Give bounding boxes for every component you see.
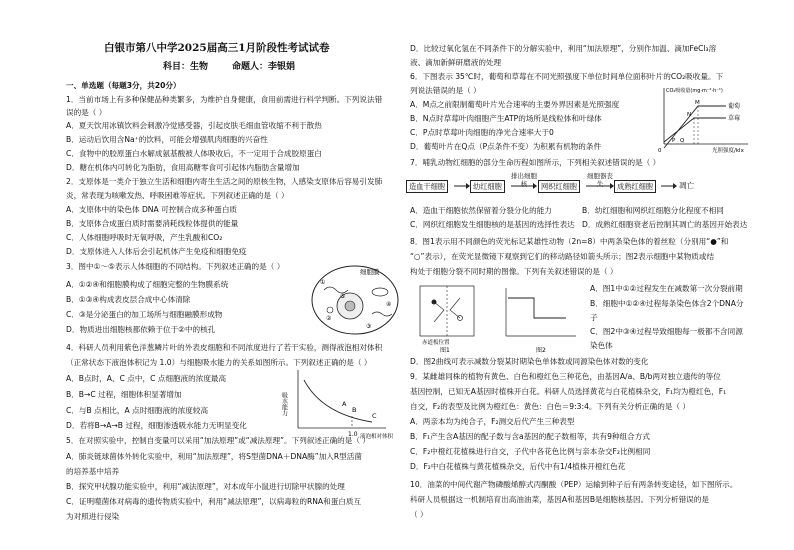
q5-option-c-line1: C．证明噬菌体对病毒的遗传物质实验中，利用“减法原理”，以病毒粒的RNA和蛋白质互 [66,497,362,506]
q6-ylabel: CO₂吸收量(mg·m⁻²·h⁻¹) [666,88,723,94]
q9-option-a: A．两亲本均为纯合子，F₂测交后代产生三种表型 [410,417,575,426]
flow-arrow-1 [454,181,470,191]
section-heading: 一、单选题（每题3分，共20分） [66,81,181,90]
fig3-membrane-label: 细胞膜 [360,268,380,276]
q2-option-b: B．支原体合成蛋白质时需要消耗线粒体提供的能量 [66,219,239,228]
q3-cell-figure [310,262,400,336]
fig8-equator-label: 赤道板位置 [422,340,450,346]
q5-stem: 5．在对照实验中，控制自变量可以采用“加法原理”或“减法原理”。下列叙述正确的是（ ） [66,436,370,445]
q4-option-c: C．与B 点相比，A 点时细胞液的浓度较高 [66,406,209,415]
q5-option-d-line1: D．比较过氧化氢在不同条件下的分解实验中，利用“加法原理”，分别作加温、滴加FeCl₃溶 [410,44,717,53]
q4-option-a: A．B点时，A、C 点中，C 点细胞液的浓度最高 [66,374,227,383]
subject-label: 科目：生物 [163,62,209,72]
q1-option-c: C．食物中的胶原蛋白水解成氨基酸被人体吸收后，不一定用于合成胶原蛋白 [66,149,322,158]
flow-reticulocyte: 网织红细胞 [538,180,580,193]
q6-graph-figure [654,84,750,154]
flow-arrow-4 [661,181,677,191]
q4-option-d: D．若将B→A→B 过程，细胞渗透吸水能力无明显变化 [66,421,247,430]
q6-point-q: Q [680,138,685,144]
exam-title: 白银市第八中学2025届高三1月阶段性考试试卷 [104,42,330,54]
q6-option-c: C．P点时草莓叶肉细胞的净光合速率大于0 [410,128,554,137]
q3-option-c: C．③是分泌蛋白的加工场所与细胞融膜形成物 [66,310,223,319]
q7-stem: 7．哺乳动物红细胞的部分生命历程如图所示，下列相关叙述错误的是（ ） [410,158,661,167]
q4-xlabel: 液泡相对体积 [360,434,394,440]
q5-option-a-line1: A．肺炎链球菌体外转化实验中，利用“加法原理”，将S型菌DNA＋DNA酶”加入R型活菌 [66,452,362,461]
q6-option-b: B．N点时草莓叶肉细胞产生ATP的场所是线粒体和叶绿体 [410,114,602,123]
fig8-path-1 [434,302,444,322]
q5-option-d-line2: 液、滴加新鲜研磨液的处理 [410,58,502,67]
q8-stem-line3: 构处于细胞分裂不同时期的图像。下列有关叙述错误的是（ ） [410,267,618,276]
q9-stem-line3: 自交，F₂的表型及比例为橙红色：黄色：白色＝9:3:4。下列有关分析正确的是（ ） [410,402,691,411]
q8-stem-line1: 8．图1表示用不同颜色的荧光标记某雄性动物（2n=8）中两条染色体的着丝粒（分别用“●”和 [410,237,729,246]
q3-option-b: B．①③④构成表皮层合成中心体清除 [66,295,191,304]
q7-option-c: C．网织红细胞发生细胞核的是基因的选择性表达 [410,220,575,229]
q2-option-c: C．人体细胞呼吸时无氧呼吸，产生乳酸和CO₂ [66,233,223,242]
q8-stem-line2: “○”表示），在荧光显微镜下观察到它们的移动路径如箭头所示；图2表示细胞中某物质或结 [410,252,715,261]
q6-stem-line1: 6．下图表示 35℃时，葡萄和草莓在不同光照强度下单位时间单位面积叶片的CO₂吸收量。下 [410,72,724,81]
q6-option-a: A．M点之前限制葡萄叶片光合速率的主要外界因素是光照强度 [410,100,620,109]
q9-option-c: C．F₂中橙红花植株进行自交，子代中各花色比例与亲本杂交F₂比例相同 [410,447,651,456]
golgi-shape [372,312,392,316]
q3-stem: 3．图中①～⑤表示人体细胞的不同结构。下列叙述正确的是（ ） [66,262,285,271]
nucleolus-shape [345,301,355,311]
q6-origin: 0 [658,148,662,154]
flow-stem-cell: 造血干细胞 [406,180,448,193]
fig3-num-1: ① [320,279,326,286]
fig3-num-4: ④ [386,301,392,308]
flow-apoptosis: 凋亡 [679,181,695,190]
flow-mature-rbc: 成熟红细胞 [614,180,656,193]
vesicle-shape [327,307,333,313]
q1-option-a: A．夏天饮用冰镇饮料会刺激冷觉感受器，引起皮肤毛细血管收缩不利于散热 [66,121,322,130]
q6-series-strawberry: 草莓 [728,115,741,122]
q6-point-m: M [695,100,700,106]
q8-option-a: A．图1中①②过程发生在减数第一次分裂前期 [590,284,743,293]
q9-option-b: B．F₁产生含A基因的配子数与含a基因的配子数相等，共有9种组合方式 [410,432,650,441]
fig8-path-2 [450,298,460,318]
mitochondria-shape [372,288,388,296]
q7-option-b: B．幼红细胞和网织红细胞分化程度不相同 [582,206,724,215]
q10-stem-line2: 科研人员根据这一机制培育出高油油菜，基因A和基因B是细胞核基因。下列分析错误的是 [410,495,709,504]
q4-stem-line1: 4．科研人员利用紫色洋葱鳞片叶的外表皮细胞和不同浓度进行了若干实验，测得液泡相对体积 [66,343,383,352]
q4-x-tick: 1.0 [348,431,358,438]
fig8-caption-2: 图2 [536,347,546,354]
q1-option-d: D．糖在机体内可转化为脂肪，食用高糖零食可引起体内脂肪含量增加 [66,163,300,172]
q3-option-a: A．①②④和细胞膜构成了细胞完整的生物膜系统 [66,280,229,289]
fig3-num-2: ② [326,315,332,322]
fig8-caption-1: 图1 [440,347,450,354]
q5-option-b: B．探究甲状腺功能实验中，利用“减法原理”，对本成年小鼠进行切除甲状腺的处理 [66,482,345,491]
q4-graph-figure [282,366,392,440]
q1-stem-line1: 1．当前市场上有多种保健品种类繁多，为维护自身健康，食用前需进行科学判断。下列说法错 [66,95,383,104]
q7-option-a: A．造血干细胞依然保留着分裂分化的能力 [410,206,552,215]
q5-option-c-line2: 为对照进行侵染 [66,512,120,521]
q9-stem-line1: 9．某雌雄同株的植物有黄色、白色和橙红色三种花色，由基因A/a、B/b两对独立遗传的等位 [410,372,721,381]
q6-xlabel: 光照强度/klx [712,148,744,154]
q8-option-c-line1: C．图2中③④过程导致细胞每一极都不含同源 [590,327,743,336]
q6-option-d: D．葡萄叶片在Q点（P点条件不变）为积累有机物的条件 [410,142,602,151]
q4-point-c: C [372,412,377,420]
q4-stem-line2: （正常状态下液泡体积记为 1.0）与细胞吸水能力的关系如图所示。下列叙述正确的是（ ） [66,358,372,367]
flow-label-organelle-loss: 细胞器丧失 [587,172,613,188]
q4-point-a: A [342,400,347,408]
q8-option-d: D．图2曲线可表示减数分裂某时期染色单体数或同源染色体对数的变化 [410,357,649,366]
q4-curve [304,380,372,422]
q4-point-b: B [352,406,357,414]
q8-option-b-line2: 子 [590,313,598,322]
flow-label-enucleation: 排出细胞核 [511,172,537,188]
q10-stem-line3: （ ） [410,510,428,519]
q6-point-p: P [672,138,676,144]
q1-option-b: B．运动后饮用含Na⁺的饮料，可能会增强肌肉细胞的兴奋性 [66,135,268,144]
flow-juvenile-cell: 幼红细胞 [470,180,505,193]
q2-option-d: D．支原体进入人体后会引起机体产生免疫和细胞免疫 [66,247,247,256]
q6-series-grape: 葡萄 [728,103,741,110]
q7-option-d: D．成熟红细胞衰老后控制其凋亡的基因开始表达 [582,220,748,229]
q1-stem-line2: 误的是（ ） [66,108,107,117]
q9-stem-line2: 基因控制，已知无A基因时植株开白花。科研人员选择黄花与白花植株杂交，F₁均为橙红色，F₁ [410,387,727,396]
q2-stem-line1: 2．支原体是一类介于独立生活和细胞内寄生生活之间的原核生物，人感染支原体后容易引发肺 [66,177,383,186]
fig8b-step-line [508,298,566,318]
q8-option-b-line1: B．细胞中①②④过程每条染色体含2个DNA分 [590,299,744,308]
author-label: 命题人：李银娟 [232,62,296,72]
q10-stem-line1: 10．油菜的中间代谢产物磷酸烯醇式丙酮酸（PEP）运输到种子后有两条转变途径，如下图所示。 [410,480,738,489]
q8-figures [416,282,584,354]
q4-option-b: B．B→C 过程，细胞体积显著增加 [66,390,182,399]
q2-stem-line2: 炎，常表现为咳嗽发热、呼吸困难等症状。下列叙述正确的是（ ） [66,191,289,200]
q5-option-a-line2: 的培养基中培养 [66,467,120,476]
q6-stem-line2: 列说法错误的是（ ） [410,86,481,95]
fig3-num-3: ③ [366,323,372,330]
q6-point-n: N [687,112,692,118]
q9-option-d: D．F₂中白花植株与黄花植株杂交，后代中有1/4植株开橙红色花 [410,462,626,471]
fig3-num-5: ⑤ [340,293,346,300]
q8-option-c-line2: 染色体 [590,341,613,350]
q3-option-d: D．物质进出细胞核都依赖于位于②中的核孔 [66,325,216,334]
q4-ylabel: 吸水能力 [280,392,288,416]
q2-option-a: A．支原体中的染色体 DNA 可控制合成多种蛋白质 [66,205,238,214]
